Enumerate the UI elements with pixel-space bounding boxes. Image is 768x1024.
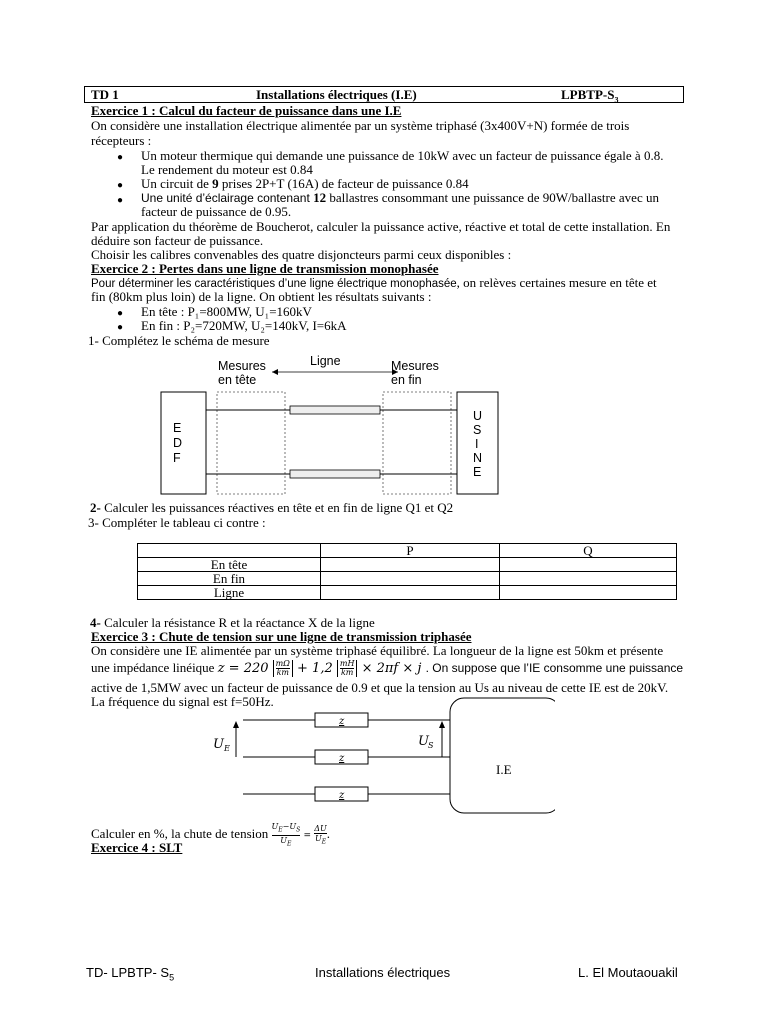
ex2-intro: Pour déterminer les caractéristiques d’une ligne électrique monophasée, on relèves certaines mesure en tête et xyxy=(91,275,657,290)
ex2-bullet-1: En tête : P₁=800MW, U₁=160kV xyxy=(141,304,312,319)
label-z: z xyxy=(339,716,345,727)
footer-left: TD- LPBTP- $S_5$ xyxy=(86,965,175,983)
edf-letter: F xyxy=(173,451,181,465)
line-impedance-bottom xyxy=(290,470,380,478)
ex1-question-cont: déduire son facteur de puissance. xyxy=(91,233,264,248)
table-cell xyxy=(500,558,677,572)
bullet-icon: ● xyxy=(117,152,124,163)
ex1-bullet-2: Un circuit de 9 prises 2P+T (16A) de facteur de puissance 0.84 xyxy=(141,176,469,191)
table-row xyxy=(138,558,677,572)
label-ue: U xyxy=(213,737,224,752)
label-mesures-fin: Mesures xyxy=(391,359,439,373)
ex3-line-2: une impédance linéique z = 220 $\frac{m\Omega}{km}$ + 1,2 $\frac{mH}{km}$ × 2πf × j . On suppose que l’IE consomme une puissance xyxy=(91,659,684,677)
impedance-formula: z = 220 $\frac{m\Omega}{km}$ + 1,2 $\frac{mH}{km}$ × 2πf × j xyxy=(217,659,422,677)
label-en-fin: en fin xyxy=(391,373,422,387)
ex2-title: Exercice 2 : Pertes dans une ligne de transmission monophasée xyxy=(91,261,439,276)
ex3-line-3: active de 1,5MW avec un facteur de puissance de 0.9 et que la tension au Us au niveau de cette IE est de 20kV. xyxy=(91,680,669,695)
ex3-line-1: On considère une IE alimentée par un système triphasé équilibré. La longueur de la ligne est 50km et présente xyxy=(91,643,664,658)
header-bar xyxy=(84,86,684,103)
voltage-drop-fraction: $\frac{U_E-U_S}{U_E}$ xyxy=(271,822,301,848)
label-us-sub: S xyxy=(428,741,434,750)
power-table xyxy=(137,543,677,600)
header-td: TD 1 xyxy=(91,87,119,102)
ex1-intro-cont: récepteurs : xyxy=(91,133,152,148)
ex1-bullet-3-cont: facteur de puissance de 0.95. xyxy=(141,204,292,219)
table-cell xyxy=(500,586,677,600)
ex2-bullet-2: En fin : P₂=720MW, U₂=140kV, I=6kA xyxy=(141,318,347,333)
usine-letter: U xyxy=(473,409,483,423)
label-z: z xyxy=(339,790,345,801)
delta-u-fraction: $\frac{\Delta U}{U_E}$ xyxy=(314,823,327,846)
table-header-row xyxy=(138,544,677,558)
footer-center: Installations électriques xyxy=(315,965,451,980)
table-row-label: En tête xyxy=(138,558,321,572)
edf-letter: E xyxy=(173,421,182,435)
label-ligne: Ligne xyxy=(310,354,341,368)
ex3-question: Calculer en %, la chute de tension $\frac{U_E-U_S}{U_E}$ = $\frac{\Delta U}{U_E}$ . xyxy=(91,822,331,848)
header-course: Installations électriques (I.E) xyxy=(256,87,417,102)
label-ie: I.E xyxy=(496,762,512,777)
table-cell xyxy=(138,544,321,558)
ex2-q3: 3- Compléter le tableau ci contre : xyxy=(88,515,266,530)
bullet-icon: ● xyxy=(117,308,124,319)
table-cell xyxy=(321,572,500,586)
ex4-title: Exercice 4 : SLT xyxy=(91,840,183,855)
table-row xyxy=(138,572,677,586)
line-impedance-top xyxy=(290,406,380,414)
ex2-q4: 4- Calculer la résistance R et la réactance X de la ligne xyxy=(90,615,375,630)
usine-letter: S xyxy=(473,423,482,437)
label-us: U xyxy=(418,734,429,749)
table-row-label: En fin xyxy=(138,572,321,586)
ex2-q2: 2- Calculer les puissances réactives en tête et en fin de ligne Q1 et Q2 xyxy=(90,500,454,515)
usine-letter: E xyxy=(473,465,482,479)
ex1-intro: On considère une installation électrique alimentée par un système triphasé (3x400V+N) formée de trois xyxy=(91,118,630,133)
table-cell xyxy=(321,586,500,600)
ex3-title: Exercice 3 : Chute de tension sur une ligne de transmission triphasée xyxy=(91,629,472,644)
ex2-q1: 1- Complétez le schéma de mesure xyxy=(88,333,270,348)
bullet-icon: ● xyxy=(117,195,124,206)
bullet-icon: ● xyxy=(117,322,124,333)
table-header-p: P xyxy=(321,544,500,558)
table-row xyxy=(138,586,677,600)
measurement-diagram xyxy=(150,350,510,500)
bullet-icon: ● xyxy=(117,180,124,191)
measure-end-box xyxy=(383,392,451,494)
ex1-question-2: Choisir les calibres convenables des quatre disjoncteurs parmi ceux disponibles : xyxy=(91,247,512,262)
ex1-question: Par application du théorème de Boucherot, calculer la puissance active, réactive et total de cette installation. En xyxy=(91,219,671,234)
header-class: LPBTP-$S_3$ xyxy=(561,87,619,105)
edf-box xyxy=(161,392,206,494)
table-cell xyxy=(500,572,677,586)
ie-box xyxy=(450,698,555,813)
table-header-q: Q xyxy=(500,544,677,558)
triphase-diagram xyxy=(205,690,555,815)
ex1-bullet-3: Une unité d’éclairage contenant 12 ballastres consommant une puissance de 90W/ballastre avec un xyxy=(141,190,659,205)
measure-head-box xyxy=(217,392,285,494)
label-ue-sub: E xyxy=(224,744,230,753)
table-cell xyxy=(321,558,500,572)
footer-author: L. El Moutaouakil xyxy=(578,965,678,980)
label-mesures-tete: Mesures xyxy=(218,359,266,373)
ex3-line-4: La fréquence du signal est f=50Hz. xyxy=(91,694,274,709)
ex2-intro-cont: fin (80km plus loin) de la ligne. On obtient les résultats suivants : xyxy=(91,289,432,304)
usine-letter: I xyxy=(475,437,479,451)
label-en-tete: en tête xyxy=(218,373,257,387)
edf-letter: D xyxy=(173,436,183,450)
label-z: z xyxy=(339,753,345,764)
usine-letter: N xyxy=(473,451,483,465)
ex1-title: Exercice 1 : Calcul du facteur de puissance dans une I.E xyxy=(91,103,402,118)
ex1-bullet-1: Un moteur thermique qui demande une puissance de 10kW avec un facteur de puissance égale à 0.8. xyxy=(141,148,664,163)
table-row-label: Ligne xyxy=(138,586,321,600)
ex1-bullet-1-cont: Le rendement du moteur est 0.84 xyxy=(141,162,313,177)
